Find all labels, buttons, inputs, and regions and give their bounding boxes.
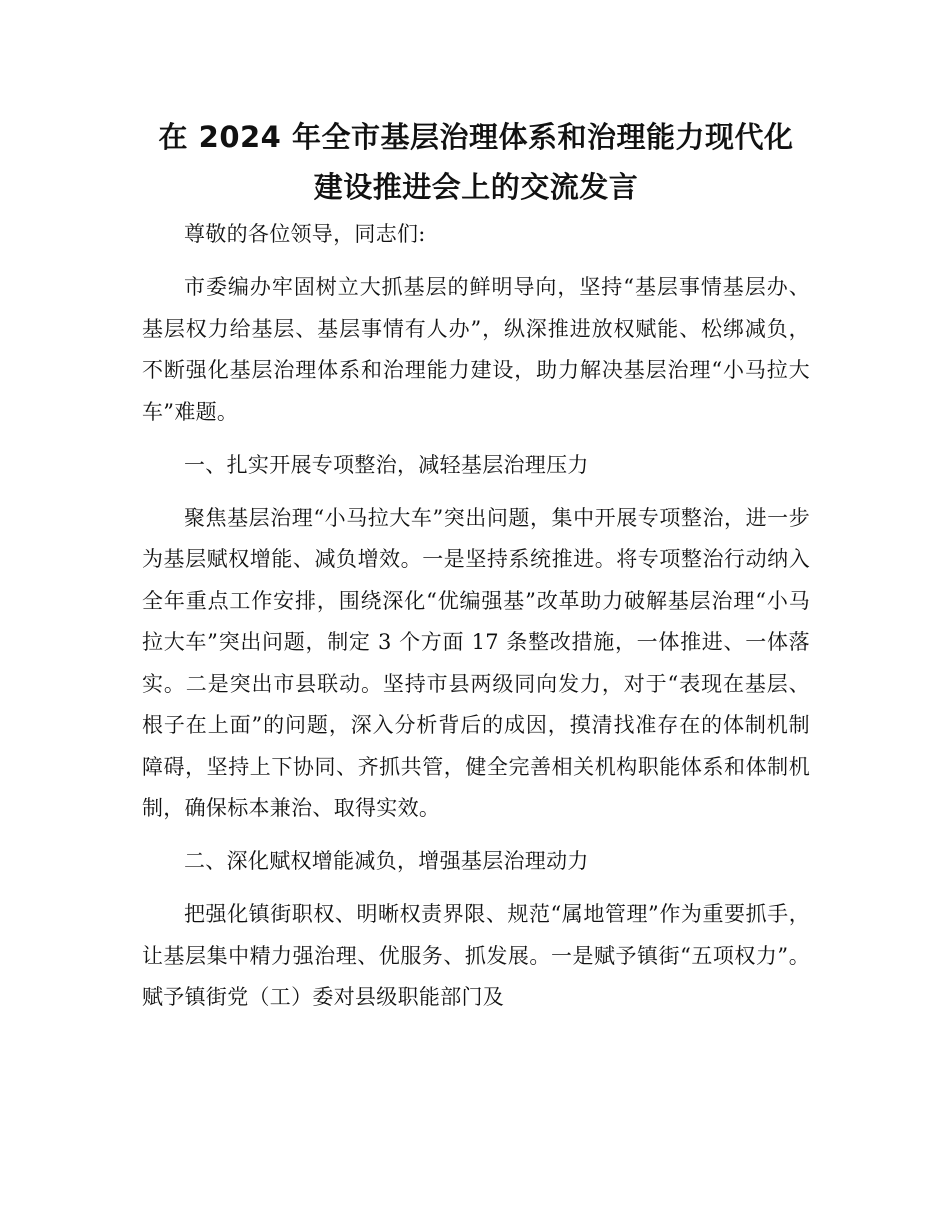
section-2-paragraph: 把强化镇街职权、明晰权责界限、规范“属地管理”作为重要抓手，让基层集中精力强治理、优服务、抓发展。一是赋予镇街“五项权力”。赋予镇街党（工）委对县级职能部门及 (142, 902, 810, 1009)
document-title-line-2: 建设推进会上的交流发言 (313, 170, 639, 204)
section-2-heading: 二、深化赋权增能减负，增强基层治理动力 (184, 849, 589, 873)
section-1-paragraph: 聚焦基层治理“小马拉大车”突出问题，集中开展专项整治，进一步为基层赋权增能、减负增效。一是坚持系统推进。将专项整治行动纳入全年重点工作安排，围绕深化“优编强基”改革助力破解基层治理“小马拉大车”突出问题，制定 3 个方面 17 条整改措施，一体推进、一体落实。二是突出市县联动。坚持市县两级同向发力，对于“表现在基层、根子在上面”的问题，深入分析背后的成因，摸清找准存在的体制机制障碍，坚持上下协同、齐抓共管，健全完善相关机构职能体系和体制机制，确保标本兼治、取得实效。 (142, 505, 810, 820)
salutation: 尊敬的各位领导，同志们: (184, 222, 426, 246)
document-title-line-1: 在 2024 年全市基层治理体系和治理能力现代化 (158, 120, 794, 154)
intro-paragraph: 市委编办牢固树立大抓基层的鲜明导向，坚持“基层事情基层办、基层权力给基层、基层事情有人办”，纵深推进放权赋能、松绑减负，不断强化基层治理体系和治理能力建设，助力解决基层治理“小马拉大车”难题。 (142, 275, 810, 424)
section-1-heading: 一、扎实开展专项整治，减轻基层治理压力 (184, 452, 589, 477)
document-page (142, 112, 810, 1030)
document-title (142, 112, 810, 212)
